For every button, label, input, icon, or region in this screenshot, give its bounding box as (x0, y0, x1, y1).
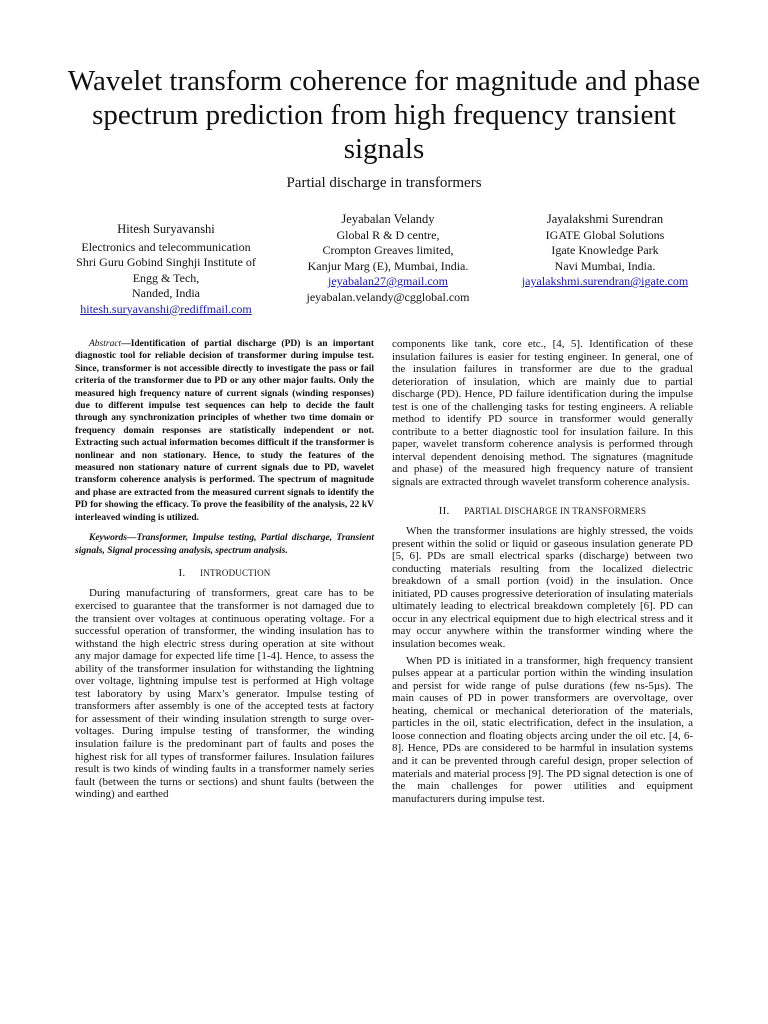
pd-paragraph-2: When PD is initiated in a transformer, high frequency transient pulses appear at a particular portion within the winding insulation and persist for wide range of pulse durations (few ns-5µs). The main causes of PD in power transformers are overvoltage, over heating, chemical or mechanical deterioration of the materials, particles in the oil, static electrification, defect in the insulation, a loose connection and floating objects arcing under the oil etc. [4, 6-8]. Hence, PDs are considered to be harmful in insulation systems and it can be prevented through careful design, proper selection of materials and material process [9]. The PD signal detection is one of the main challenges for power utilities and equipment manufacturers during impulse test. (392, 654, 693, 805)
abstract-label: Abstract (89, 339, 122, 349)
author-name: Jayalakshmi Surendran (546, 212, 664, 226)
author-affiliation-line: Electronics and telecommunication (81, 239, 251, 254)
author-block-2 (282, 212, 494, 305)
author-affiliation-line: Nanded, India (132, 286, 200, 300)
author-affiliation-line: Global R & D centre, (336, 227, 440, 242)
author-affiliation-line: Engg & Tech, (132, 270, 200, 285)
section-number: I. (178, 566, 186, 579)
author-email-link[interactable]: jayalakshmi.surendran@igate.com (521, 274, 689, 288)
section-number: II. (438, 504, 450, 517)
author-affiliation-line: Igate Knowledge Park (551, 243, 659, 257)
author-affiliation-line: Navi Mumbai, India. (554, 258, 656, 273)
right-column (392, 338, 693, 805)
pd-paragraph-1: When the transformer insulations are highly stressed, the voids present within the solid or liquid or gaseous insulation generate PD [5, 6]. PDs are small electrical sparks (discharge) between two conducting materials resulting from the localized dielectric breakdown of a small portion (void) in the insulation. Once initiated, PD causes progressive deterioration of insulating materials ultimately leading to electrical breakdown completely [6]. PD can occur in any electrical equipment due to high electrical stress and it may occur anywhere within the transformer winding where the insulation becomes weak. (392, 525, 693, 651)
abstract-text: —Identification of partial discharge (PD) is an important diagnostic tool for reliable decision of transformer during impulse test. Since, transformer is not accessible directly to investigate the pass or fail criteria of the transformer due to PD or any other major faults. Only the measured high frequency nature of current signals (winding responses) due to different impulse test sequences can help to decide the fault through any synchronization principles of whether two time domain or frequency domain responses are statistically independent or not. Extracting such actual information becomes difficult if the transformer is nonlinear and non stationary. Hence, to study the features of the measured non stationary nature of current signals due to PD, wavelet transform coherence analysis is performed. The spectrum of magnitude and phase are extracted from the measured current signals to identify the PD for showing the efficacy. To prove the feasibility of the analysis, 22 kV interleaved winding is utilized. (75, 339, 374, 523)
author-email-link[interactable]: jeyabalan27@gmail.com (327, 274, 448, 288)
author-affiliation-line: Shri Guru Gobind Singhji Institute of (76, 255, 256, 269)
author-email-secondary: jeyabalan.velandy@cgglobal.com (306, 289, 470, 304)
author-block-3 (494, 212, 716, 290)
paper-title: Wavelet transform coherence for magnitude and phase spectrum prediction from high frequency transient signals (67, 65, 701, 165)
paper-subtitle: Partial discharge in transformers (286, 175, 482, 191)
author-affiliation-line: IGATE Global Solutions (545, 227, 665, 242)
author-block-1 (60, 222, 272, 317)
intro-continuation-paragraph: components like tank, core etc., [4, 5]. Identification of these insulation failures is easier for testing engineer. In general, one of the insulation failures in transformer are due to the gradual deterioration of insulation, which are mainly due to partial discharge (PD). Hence, PD failure identification during the impulse test is one of the challenging tasks for testing engineers. A reliable method to identify PD source in transformer would generally contribute to a better diagnostic tool for insulation failure. In this paper, wavelet transform coherence analysis is performed through interval dependent denoising method. The signatures (magnitude and phase) of the measured high frequency nature of transient signals are extracted through wavelet transform coherence analysis. (392, 338, 693, 489)
author-name: Hitesh Suryavanshi (117, 222, 215, 236)
section-heading-partial-discharge (392, 505, 693, 518)
left-column (75, 338, 374, 801)
keywords: Keywords—Transformer, Impulse testing, Partial discharge, Transient signals, Signal processing analysis, spectrum analysis. (75, 533, 374, 556)
intro-paragraph: During manufacturing of transformers, great care has to be exercised to guarantee that the transformer is not damaged due to the transient over voltages at continuous operating voltage. For a successful operation of transformer, the winding insulation has to withstand the high electric stress during operation at site without any major damage for expected life time [1-4]. Hence, to assess the ability of the transformer insulation for withstanding the lightning over voltage, lightning impulse test is performed at High voltage test laboratory by using Marx’s generator. Impulse testing of transformers after assembly is one of the accepted tests at factory for assessment of their winding insulation strength to surge over-voltages. During impulse testing of transformer, the winding insulation failure is the predominant part of faults and poses the highest risk for all types of transformer failures. Insulation failures result is two kinds of winding faults in a transformer namely series fault (between the turns or sections) and shunt faults (between the winding) and earthed (75, 587, 374, 801)
author-email-link[interactable]: hitesh.suryavanshi@rediffmail.com (80, 301, 252, 316)
section-heading-introduction (75, 567, 374, 580)
author-affiliation-line: Crompton Greaves limited, (322, 243, 454, 257)
author-name: Jeyabalan Velandy (341, 212, 435, 226)
author-affiliation-line: Kanjur Marg (E), Mumbai, India. (307, 258, 469, 273)
section-title: PARTIAL DISCHARGE IN TRANSFORMERS (464, 505, 647, 516)
abstract (75, 338, 374, 524)
section-title: INTRODUCTION (200, 567, 271, 578)
